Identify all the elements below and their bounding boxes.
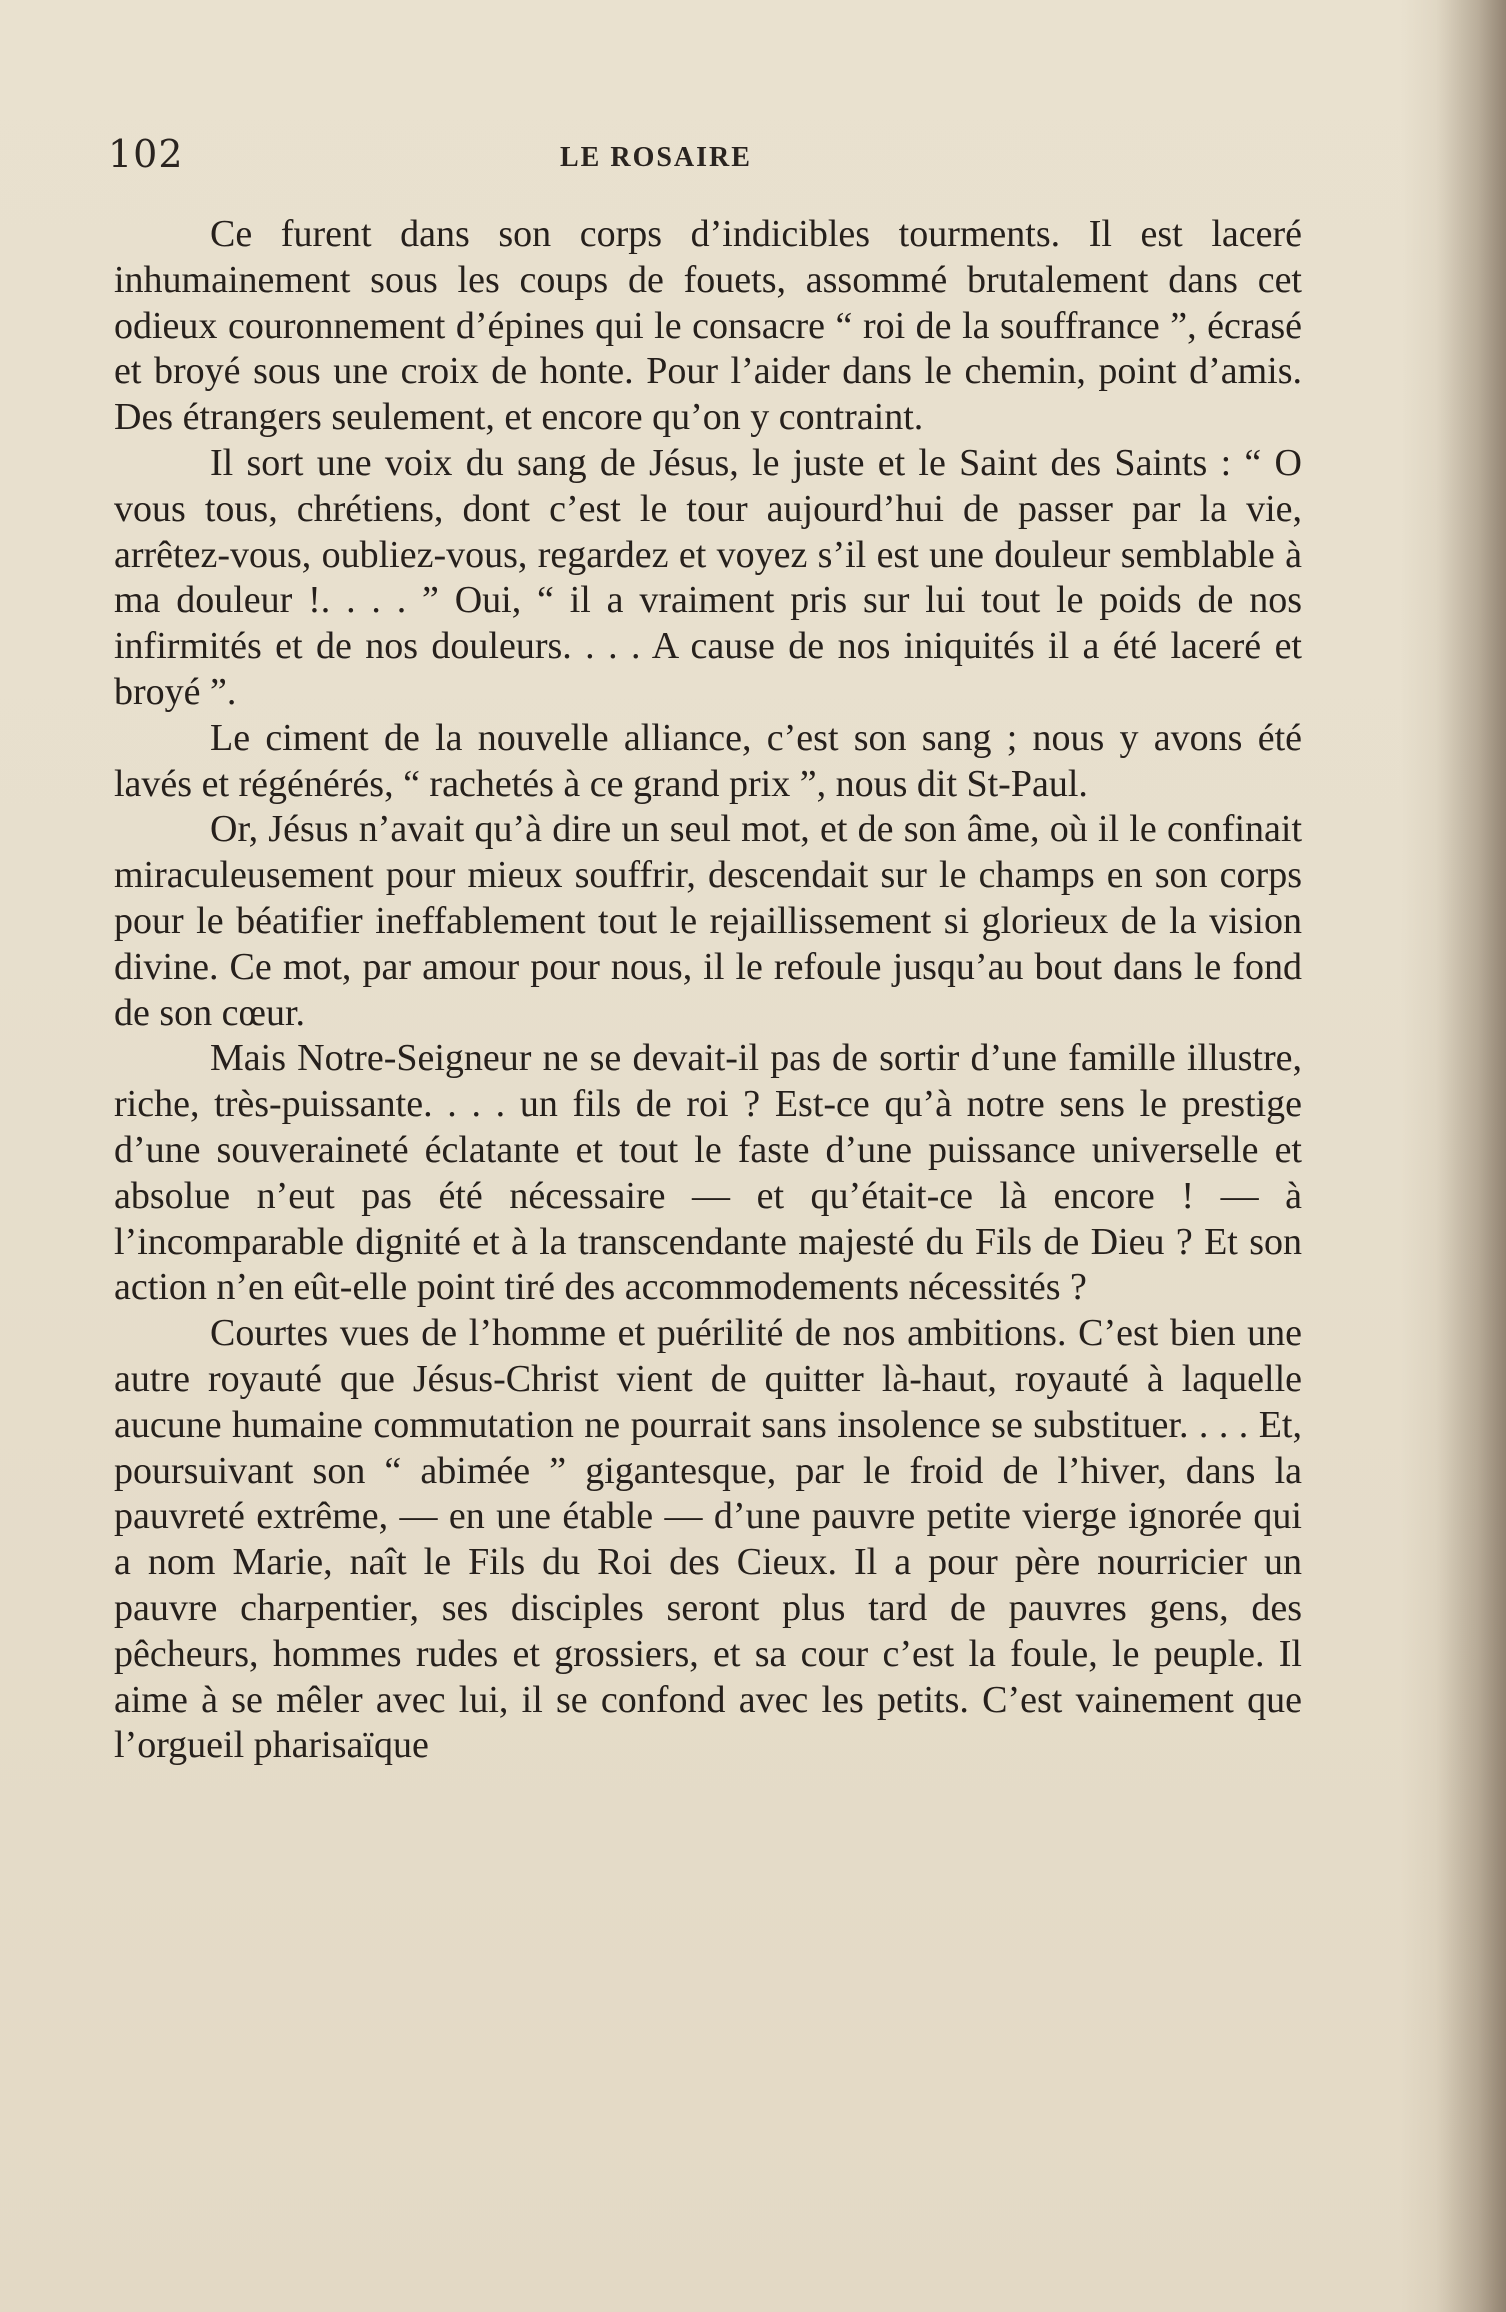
page-spine-shadow xyxy=(1436,0,1506,2312)
paragraph: Courtes vues de l’homme et puérilité de nos ambitions. C’est bien une autre royauté que Jésus-Christ vient de quitter là-haut, royauté à laquelle aucune humaine commutation ne pourrait sans insolence se substituer. . . . Et, poursuivant son “ abimée ” gigantesque, par le froid de l’hiver, dans la pauvreté extrême, — en une étable — d’une pauvre petite vierge ignorée qui a nom Marie, naît le Fils du Roi des Cieux. Il a pour père nourricier un pauvre charpentier, ses disciples seront plus tard de pauvres gens, des pêcheurs, hommes rudes et grossiers, et sa cour c’est la foule, le peuple. Il aime à se mêler avec lui, il se confond avec les petits. C’est vainement que l’orgueil pharisaïque xyxy=(114,1312,1302,1767)
paragraph: Or, Jésus n’avait qu’à dire un seul mot, et de son âme, où il le confinait miraculeusement pour mieux souffrir, descendait sur le champs en son corps pour le béatifier ineffablement tout le rejaillissement si glorieux de la vision divine. Ce mot, par amour pour nous, il le refoule jusqu’au bout dans le fond de son cœur. xyxy=(114,808,1302,1034)
paragraph: Ce furent dans son corps d’indicibles tourments. Il est laceré inhumainement sous les coups de fouets, assommé brutalement dans cet odieux couronnement d’épines qui le consacre “ roi de la souffrance ”, écrasé et broyé sous une croix de honte. Pour l’aider dans le chemin, point d’amis. Des étrangers seulement, et encore qu’on y contraint. xyxy=(114,213,1302,439)
paragraph: Mais Notre-Seigneur ne se devait-il pas de sortir d’une famille illustre, riche, très-puissante. . . . un fils de roi ? Est-ce qu’à notre sens le prestige d’une souveraineté éclatante et tout le faste d’une puissance universelle et absolue n’eut pas été nécessaire — et qu’était-ce là encore ! — à l’incomparable dignité et à la transcendante majesté du Fils de Dieu ? Et son action n’en eût-elle point tiré des accommodements nécessités ? xyxy=(114,1037,1302,1309)
paragraph: Il sort une voix du sang de Jésus, le juste et le Saint des Saints : “ O vous tous, chrétiens, dont c’est le tour aujourd’hui de passer par la vie, arrêtez-vous, oubliez-vous, regardez et voyez s’il est une douleur semblable à ma douleur !. . . . ” Oui, “ il a vraiment pris sur lui tout le poids de nos infirmités et de nos douleurs. . . . A cause de nos iniquités il a été laceré et broyé ”. xyxy=(114,441,1302,713)
paragraph: Le ciment de la nouvelle alliance, c’est son sang ; nous y avons été lavés et régénérés, “ rachetés à ce grand prix ”, nous dit St-Paul. xyxy=(114,716,1302,805)
running-title: LE ROSAIRE xyxy=(560,142,752,173)
page-header xyxy=(0,132,1506,192)
page-number: 102 xyxy=(108,132,184,176)
page-body xyxy=(114,212,1302,1769)
